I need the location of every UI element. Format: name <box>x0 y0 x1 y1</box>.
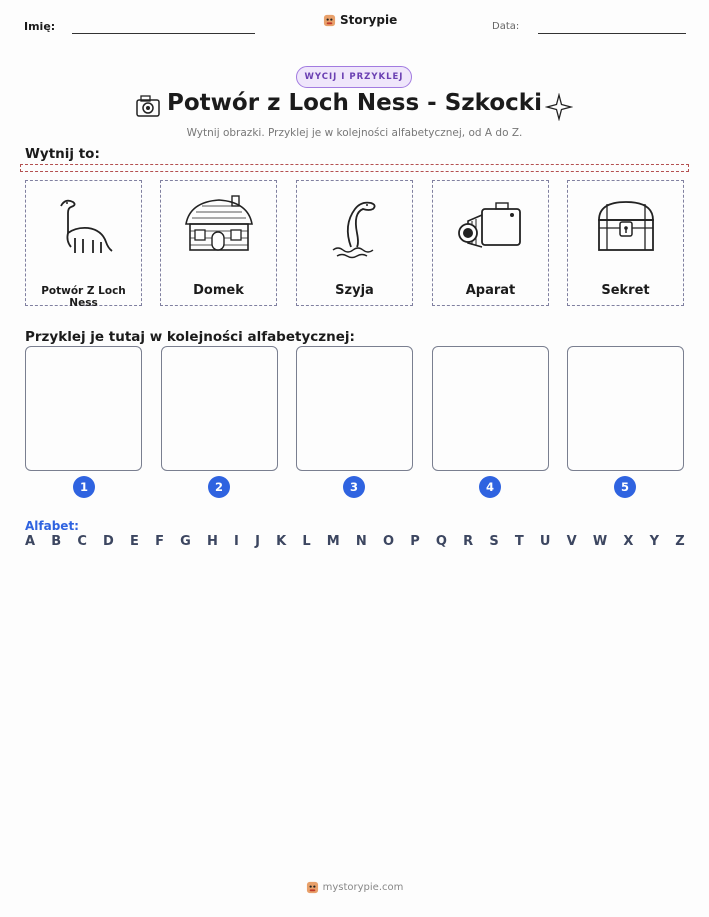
treasure-chest-icon <box>593 198 659 256</box>
cut-line <box>20 164 689 172</box>
storypie-logo-icon <box>323 14 336 27</box>
paste-slot-3[interactable] <box>296 346 413 471</box>
alphabet-letter: W <box>592 534 608 549</box>
brand-name: Storypie <box>340 13 398 27</box>
alphabet-letter: E <box>130 534 139 549</box>
paste-slot-5[interactable] <box>567 346 684 471</box>
paste-slot-1[interactable] <box>25 346 142 471</box>
date-label: Data: <box>492 21 520 32</box>
card-label: Sekret <box>601 283 650 298</box>
cut-section-heading: Wytnij to: <box>25 146 100 162</box>
brand-logo <box>323 13 397 27</box>
alphabet-letter: T <box>514 534 524 549</box>
alphabet-letter: U <box>539 534 551 549</box>
alphabet-letter: A <box>25 534 36 549</box>
date-line[interactable] <box>538 33 686 34</box>
storypie-logo-icon <box>306 881 319 894</box>
cut-card-3[interactable] <box>296 180 413 306</box>
alphabet-letter: P <box>410 534 420 549</box>
card-label: Aparat <box>465 283 516 298</box>
alphabet-letter: H <box>206 534 218 549</box>
alphabet-letter: K <box>276 534 287 549</box>
name-line[interactable] <box>72 33 255 34</box>
alphabet-letter: B <box>51 534 62 549</box>
footer-url: mystorypie.com <box>322 882 404 893</box>
page-title: Potwór z Loch Ness - Szkocki <box>167 90 542 116</box>
alphabet-title: Alfabet: <box>25 519 79 533</box>
card-label: Domek <box>193 283 244 298</box>
dinosaur-icon <box>49 192 119 262</box>
alphabet-letter: S <box>489 534 499 549</box>
card-label: Potwór Z Loch Ness <box>41 285 126 309</box>
cut-card-5[interactable] <box>567 180 684 306</box>
activity-badge: WYCIJ I PRZYKLEJ <box>296 66 412 88</box>
instructions: Wytnij obrazki. Przyklej je w kolejności alfabetycznej, od A do Z. <box>186 127 523 139</box>
sea-serpent-icon <box>325 192 385 262</box>
paste-slot-4[interactable] <box>432 346 549 471</box>
alphabet-letter: G <box>180 534 191 549</box>
paste-section-heading: Przyklej je tutaj w kolejności alfabetycznej: <box>25 329 355 345</box>
alphabet-letter: F <box>155 534 164 549</box>
slot-number-5: 5 <box>614 476 636 498</box>
slot-number-4: 4 <box>479 476 501 498</box>
cottage-icon <box>180 194 258 260</box>
alphabet-letter: D <box>103 534 114 549</box>
slot-number-3: 3 <box>343 476 365 498</box>
cut-card-2[interactable] <box>160 180 277 306</box>
alphabet-letter: R <box>463 534 474 549</box>
alphabet-letter: X <box>623 534 634 549</box>
cut-card-4[interactable] <box>432 180 549 306</box>
paste-slot-2[interactable] <box>161 346 278 471</box>
sparkle-icon <box>545 93 573 121</box>
slot-number-2: 2 <box>208 476 230 498</box>
alphabet-letter: J <box>255 534 260 549</box>
alphabet-letter: L <box>302 534 311 549</box>
cut-card-1[interactable] <box>25 180 142 309</box>
alphabet-letter: Q <box>435 534 447 549</box>
alphabet-letter: I <box>234 534 239 549</box>
slot-number-1: 1 <box>73 476 95 498</box>
alphabet-letter: C <box>77 534 87 549</box>
alphabet-letter: Y <box>649 534 660 549</box>
name-label: Imię: <box>24 20 56 33</box>
alphabet-letter: Z <box>675 534 685 549</box>
alphabet-letter: V <box>566 534 577 549</box>
alphabet-letter: N <box>355 534 367 549</box>
alphabet-letter: O <box>382 534 395 549</box>
footer <box>0 881 709 894</box>
camera-icon <box>456 195 526 259</box>
alphabet-letter: M <box>326 534 340 549</box>
card-label: Szyja <box>335 283 374 298</box>
alphabet-row <box>25 534 685 549</box>
